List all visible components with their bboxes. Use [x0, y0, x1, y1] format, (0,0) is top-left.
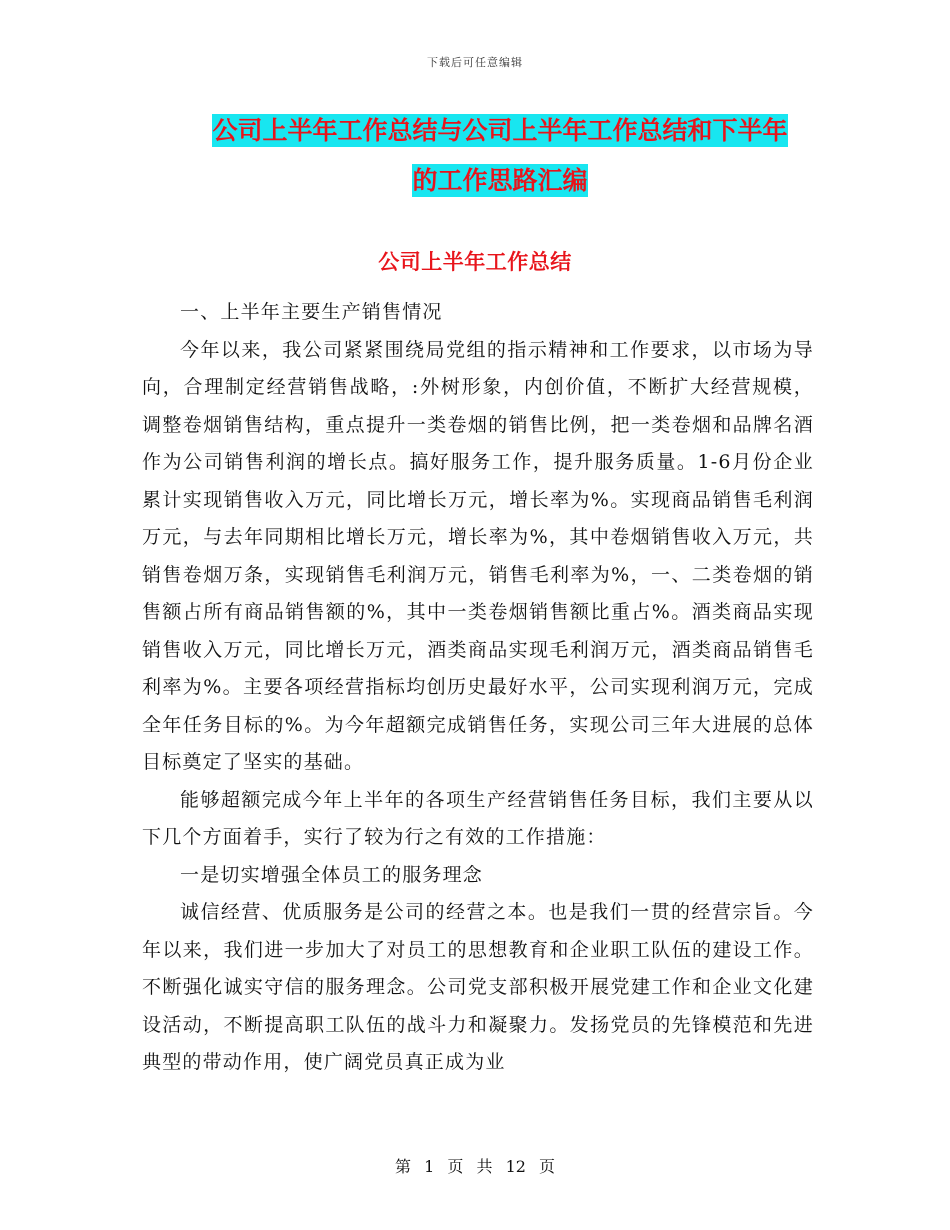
- section-title: 公司上半年工作总结: [378, 250, 572, 274]
- document-title: [140, 106, 860, 206]
- footer-current-page: 1: [424, 1157, 435, 1176]
- footer-label-page: 第: [394, 1157, 411, 1176]
- paragraph-heading-2: 一是切实增强全体员工的服务理念: [180, 863, 484, 886]
- document-title-line1: 公司上半年工作总结与公司上半年工作总结和下半年: [212, 116, 788, 145]
- document-title-line2: 的工作思路汇编: [412, 166, 588, 195]
- paragraph-heading-1: 一、上半年主要生产销售情况: [180, 301, 443, 323]
- paragraph: 诚信经营、优质服务是公司的经营之本。也是我们一贯的经营宗旨。今年以来，我们进一步加大了对员工的思想教育和企业职工队伍的建设工作。不断强化诚实守信的服务理念。公司党支部积极开展党建工作和企业文化建设活动，不断提高职工队伍的战斗力和凝聚力。发扬党员的先锋模范和先进典型的带动作用，使广阔党员真正成为业: [142, 901, 814, 1073]
- footer-label-total: 共: [476, 1157, 493, 1176]
- footer-label-unit2: 页: [539, 1157, 556, 1176]
- document-body: [142, 294, 814, 1082]
- page-header-note: 下载后可任意编辑: [427, 56, 523, 69]
- footer-label-unit: 页: [447, 1157, 464, 1176]
- paragraph: 今年以来，我公司紧紧围绕局党组的指示精神和工作要求，以市场为导向，合理制定经营销售战略，:外树形象，内创价值，不断扩大经营规模，调整卷烟销售结构，重点提升一类卷烟的销售比例，把一类卷烟和品牌名酒作为公司销售利润的增长点。搞好服务工作，提升服务质量。1-6月份企业累计实现销售收入万元，同比增长万元，增长率为%。实现商品销售毛利润万元，与去年同期相比增长万元，增长率为%，其中卷烟销售收入万元，共销售卷烟万条，实现销售毛利润万元，销售毛利率为%，一、二类卷烟的销售额占所有商品销售额的%，其中一类卷烟销售额比重占%。酒类商品实现销售收入万元，同比增长万元，酒类商品实现毛利润万元，酒类商品销售毛利率为%。主要各项经营指标均创历史最好水平，公司实现利润万元，完成全年任务目标的%。为今年超额完成销售任务，实现公司三年大进展的总体目标奠定了坚实的基础。: [142, 338, 814, 773]
- footer-total-pages: 12: [505, 1157, 526, 1176]
- paragraph: 能够超额完成今年上半年的各项生产经营销售任务目标，我们主要从以下几个方面着手，实行了较为行之有效的工作措施：: [142, 788, 814, 848]
- page-footer: [0, 1154, 950, 1177]
